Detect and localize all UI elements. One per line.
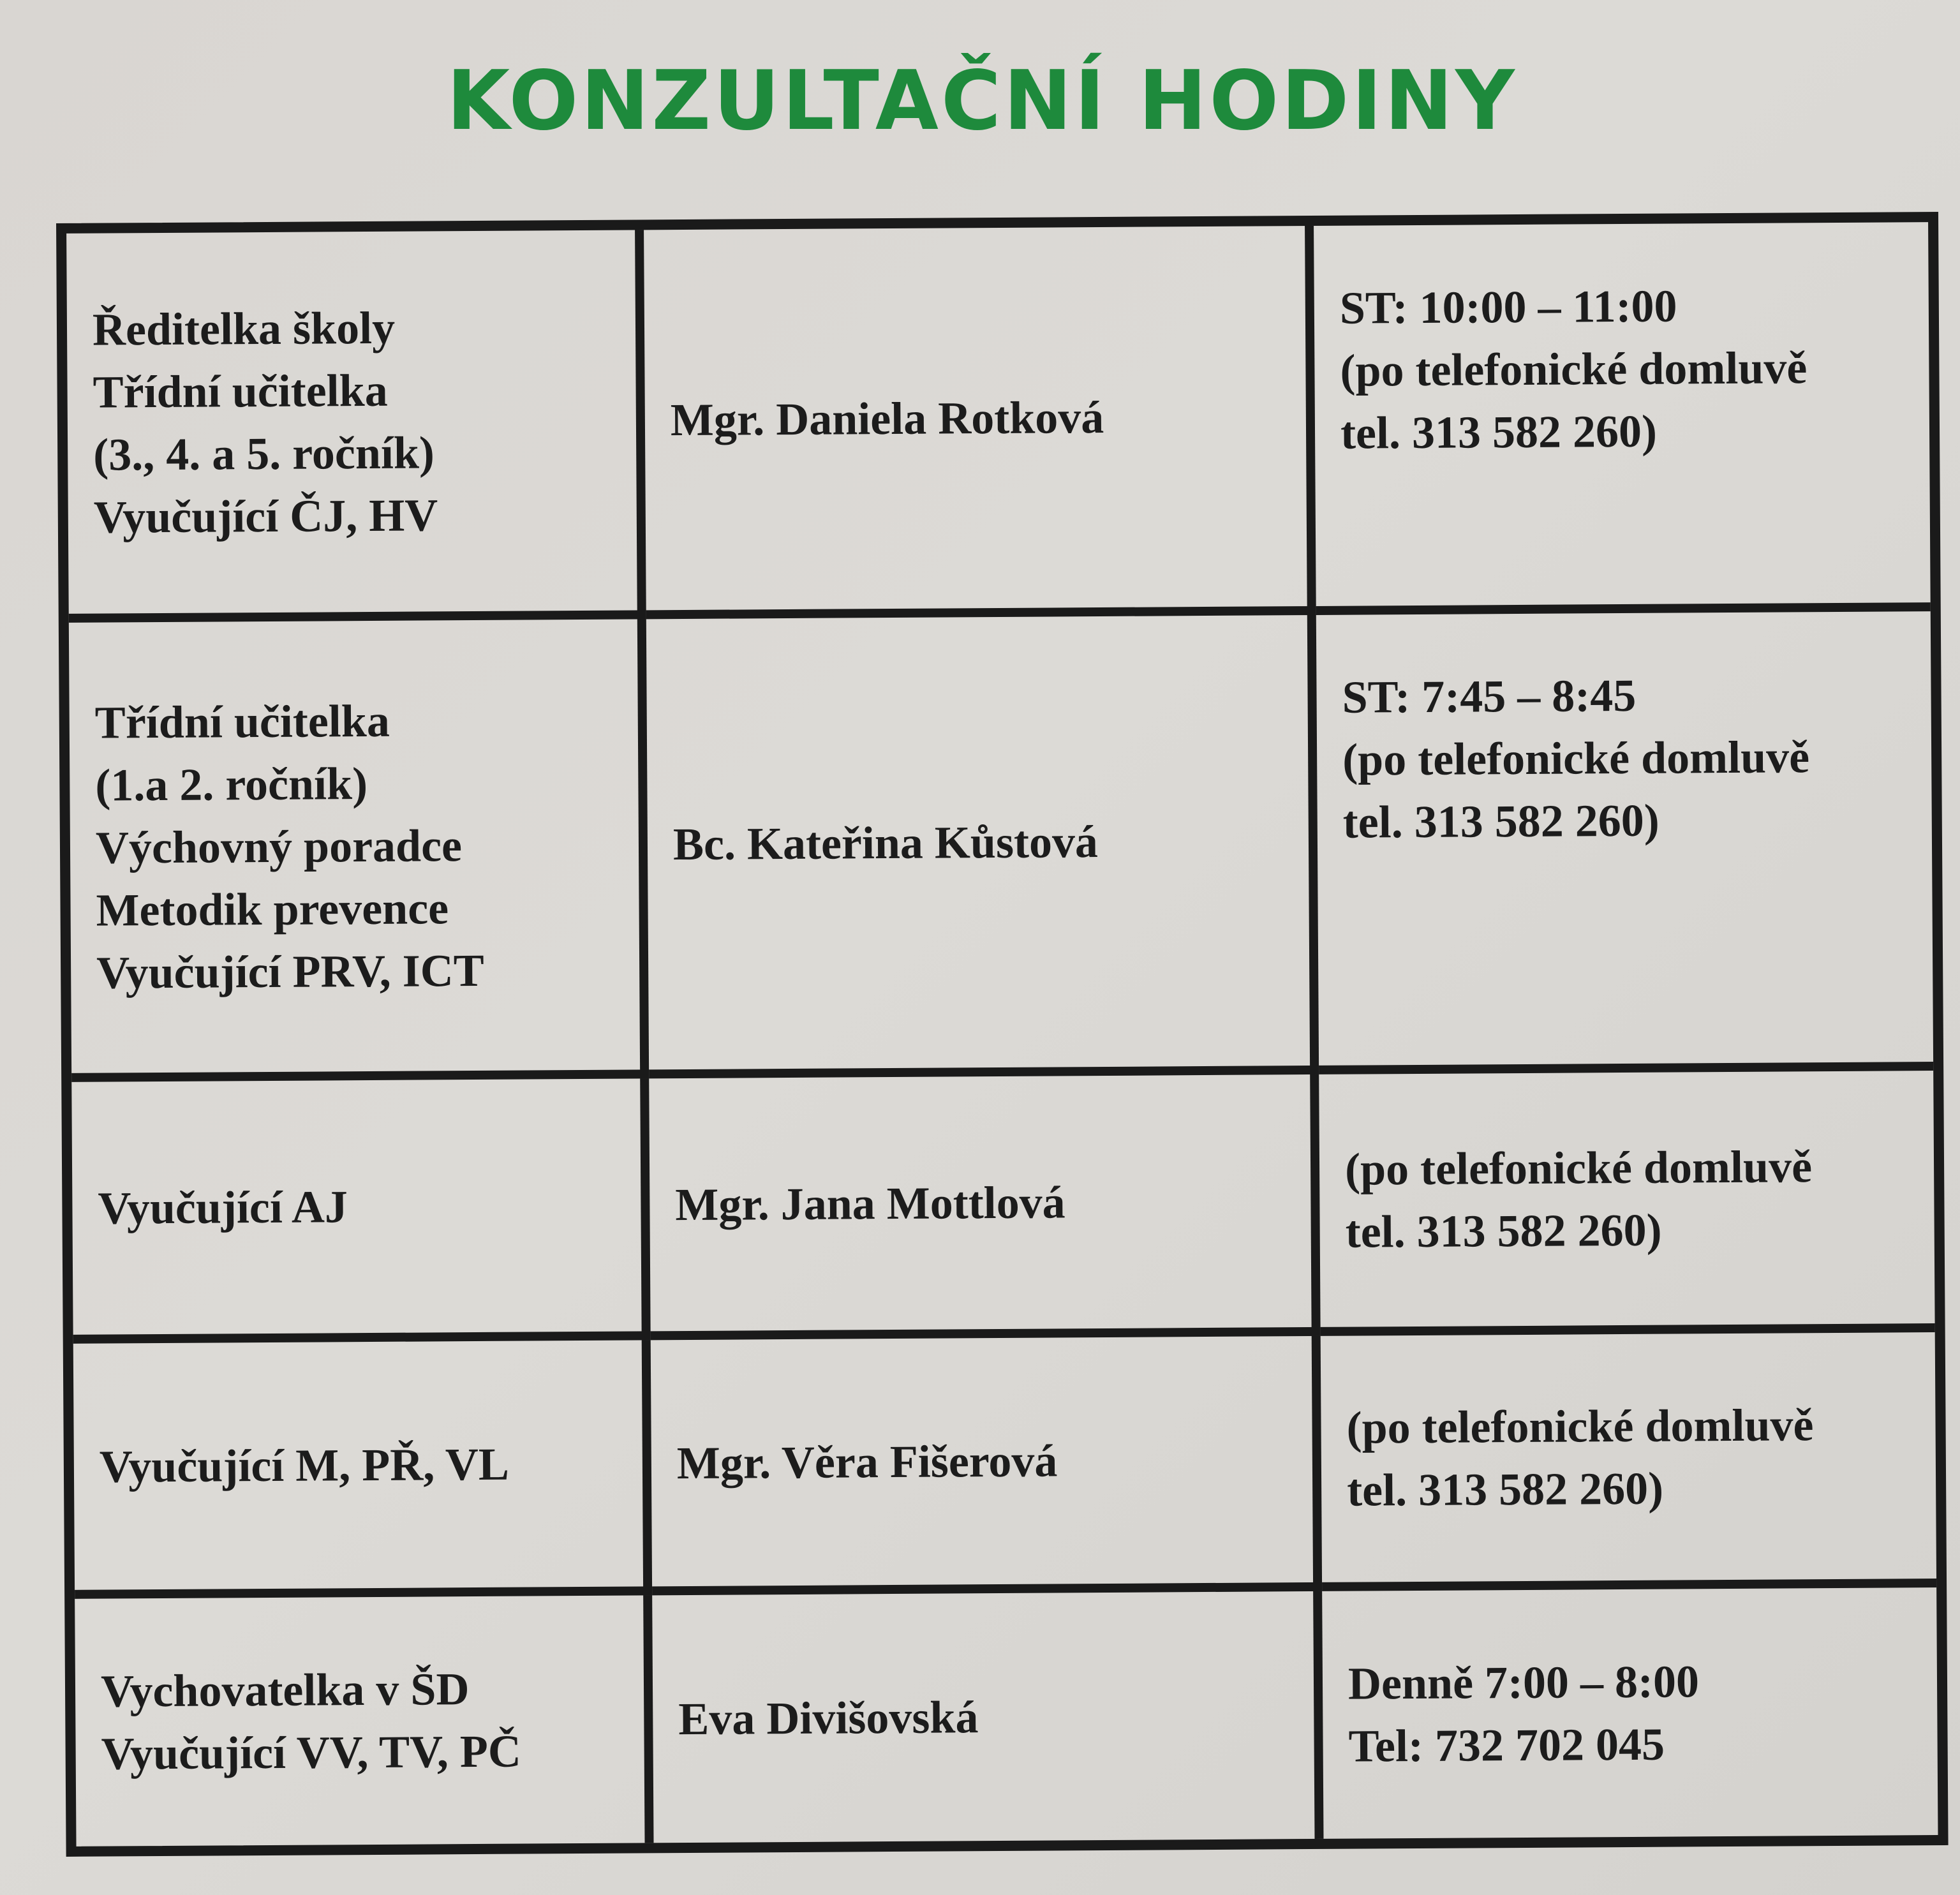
contact-cell [1322,1587,1938,1839]
role-line: Třídní učitelka [94,695,390,748]
contact-line: tel. 313 582 260) [1340,405,1658,459]
contact-line: ST: 7:45 – 8:45 [1342,669,1637,723]
page-title: KONZULTAČNÍ HODINY [447,54,1517,149]
role-cell [73,1340,652,1599]
role-line: Vyučující AJ [98,1181,348,1234]
role-line: Výchovný poradce [95,820,463,873]
contact-line: tel. 313 582 260) [1346,1462,1664,1516]
role-line: Metodik prevence [96,882,449,936]
contact-line: (po telefonické domluvě [1344,1141,1813,1195]
teacher-name-cell [651,1336,1322,1595]
contact-line: (po telefonické domluvě [1346,1399,1814,1453]
contact-cell [1314,222,1931,615]
role-line: Ředitelka školy [92,302,396,355]
teacher-name-cell [649,1074,1320,1340]
role-line: (1.a 2. ročník) [95,758,368,811]
role-line: Vyučující PRV, ICT [96,944,484,999]
role-line: Třídní učitelka [93,364,388,418]
teacher-name-cell [652,1591,1323,1843]
teacher-name-cell [646,615,1319,1078]
contact-line: (po telefonické domluvě [1340,342,1808,396]
role-line: Vyučující VV, TV, PČ [101,1725,522,1780]
role-cell [69,619,649,1082]
role-line: Vyučující ČJ, HV [93,489,438,543]
role-cell [71,1078,650,1344]
teacher-name: Bc. Kateřina Kůstová [672,816,1099,870]
contact-cell [1319,1071,1934,1336]
contact-line: tel. 313 582 260) [1345,1204,1662,1258]
contact-line: ST: 10:00 – 11:00 [1339,280,1677,334]
contact-line: Denně 7:00 – 8:00 [1348,1656,1700,1709]
teacher-name: Eva Divišovská [678,1691,979,1745]
contact-line: tel. 313 582 260) [1342,794,1659,848]
consultation-hours-table [56,212,1949,1857]
teacher-name: Mgr. Daniela Rotková [670,391,1104,446]
teacher-name-cell [644,226,1316,619]
role-cell [66,230,646,623]
role-line: Vyučující M, PŘ, VL [99,1438,510,1492]
contact-cell [1316,611,1933,1074]
teacher-name: Mgr. Věra Fišerová [676,1435,1058,1489]
contact-cell [1321,1332,1936,1591]
role-line: (3., 4. a 5. ročník) [93,427,435,480]
teacher-name: Mgr. Jana Mottlová [675,1177,1065,1231]
role-line: Vychovatelka v ŠD [100,1663,470,1717]
contact-line: (po telefonické domluvě [1342,731,1810,785]
role-cell [75,1595,653,1847]
contact-line: Tel: 732 702 045 [1348,1718,1665,1772]
